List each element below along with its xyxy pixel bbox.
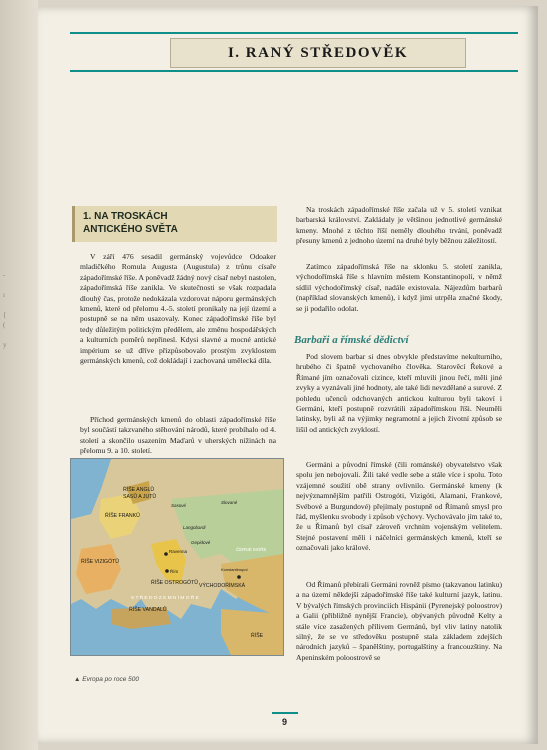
section2-para1: Pod slovem barbar si dnes obvykle představíme nekulturního, hrubého či špatně vychovaného člověka. Starověcí Řekové a Římané jím označovali cizince, kteří mluvili jinou řečí, měli jiné zvyky a vyznávali jiné hodnoty, ale také lidi nevzdělané a surové. Z pohledu učenců odchovaných antickou kulturou byli takoví i Germáni, kteří postupně rozvrátili západořímskou říši. Neuměli latinsky, byli až na výjimky negramotní a jejich životní způsob se lišil od antických zvyklostí.: [296, 352, 502, 434]
section1-heading-line1: 1. NA TROSKÁCH: [83, 211, 168, 222]
page-number-rule: [272, 712, 298, 714]
section2-body-1: [296, 352, 502, 435]
map-label-cerne-more: ČERNÉ MOŘE: [236, 547, 267, 552]
map-label-stredozemni: S T Ř E D O Z E M N Í M O Ř E: [131, 596, 199, 601]
map-label-ravenna: Ravenna: [169, 549, 188, 554]
col2-para2: Zatímco západořímská říše na sklonku 5. století zanikla, východořímská říše s hlavním městem Konstantinopolí, v němž sídlil východořímský císař, nadále existovala. Nájezdům barbarů (například slovanských kmenů), i když jimi utrpěla značné škody, se ji podařilo odolat.: [296, 262, 502, 313]
page-number: 9: [282, 717, 288, 727]
section2-body-3: [296, 580, 502, 663]
section2-body-2: [296, 460, 502, 554]
map-label-konst: Konstantinopol: [221, 567, 248, 572]
map-caption: [74, 676, 139, 683]
chapter-title-bar: [70, 32, 518, 72]
map-label-anglo: ŘÍŠE ANGLŮ: [123, 487, 155, 493]
map-city-rome: [165, 569, 169, 573]
section1-heading: [72, 206, 277, 242]
map-label-vychodorimska: VÝCHODOŘÍMSKÁ: [199, 583, 246, 589]
map-label-slovane: Slované: [221, 500, 238, 505]
map-label-vizigotu: ŘÍŠE VIZIGÓTŮ: [81, 559, 120, 565]
map-label-rim: Řím: [170, 569, 179, 574]
section1-body: [80, 252, 276, 366]
section1-heading-line2: ANTICKÉHO SVĚTA: [83, 224, 178, 235]
chapter-title: I. RANÝ STŘEDOVĚK: [170, 38, 466, 68]
section2-para2: Germáni a původní římské (čili románské) obyvatelstvo však spolu jen nebojovali. Žili také vedle sebe a stále více i spolu. Toto vzájemné soužití obě strany ovlivnilo. Germánské kmeny (k nejvýznamnějším patřili Ostrogóti, Vizigóti, Alamani, Frankové, Svébové a Burgundové) přejímaly postupně od Římanů smysl pro řád, myšlenku svobody i způsob výchovy. Vychovávalo jím také to, že u Římanů byl císař zároveň vrchním vojenským velitelem. Stejné postavení měli i náčelníci germánských kmenů, kteří se označovali jako králové.: [296, 460, 502, 553]
map-label-vandalu: ŘÍŠE VANDALŮ: [129, 607, 167, 613]
map-label-gepidove: Gepidové: [191, 540, 211, 545]
caption-arrow-icon: ▲: [74, 676, 81, 683]
map-label-rise: ŘÍŠE: [251, 633, 264, 639]
map-city-constantinople: [237, 575, 241, 579]
margin-marks: - ı { ( y: [3, 271, 7, 349]
section2-para3: Od Římanů přebírali Germáni rovněž písmo (takzvanou latinku) a na území někdejší západořímské říše také kulturní jazyk, latinu. V bývalých římských provinciích Hispánii (Pyrenejský poloostrov) a Galii (přibližně nynější Francie), obývaných původně Kelty a stále více zasažených přílivem Germánů, byl vliv latiny natolik silný, že se ve středověku postupně stala základem zdejších národních jazyků – španělštiny, portugalštiny a francouzštiny. Na Apeninském poloostrově se: [296, 580, 502, 662]
section1-body-2: [80, 415, 276, 457]
map-city-ravenna: [164, 552, 168, 556]
section1-para1: V září 476 sesadil germánský vojevůdce Odoaker mladičkého Romula Augusta (Augustula) z trůnu císaře západořímské říše. A poněvadž žádný nový císař nebyl nastolen, západořímská říše zanikla. Ve skutečnosti se však rozpadala dlouhý čas, protože nedokázala vzdorovat náporu germánských kmenů, které od přelomu 4.-5. století pronikaly na její území a postupně se na něm usazovaly. Konec západořímské říše byl tedy důležitým politickým předělem, ale změnu hospodářských a kulturních poměrů nepřinesl. Kdysi slavné a mocné antické impérium se už dříve přizpůsobovalo prostým zvyklostem germánských kmenů, což dokládají i zachovaná umělecká díla.: [80, 252, 276, 366]
map-eastern-empire-south: [221, 609, 283, 655]
map-label-langobardi: Langobardi: [183, 525, 206, 530]
map-label-saxove: Sasové: [171, 503, 187, 508]
col2-para1: Na troskách západořímské říše začala už v 5. století vznikat barbarská království. Zakládaly je většinou jednotlivé germánské kmeny. Mnohé z těchto říší neměly dlouhého trvání, poněvadž přesuny kmenů z jednoho území na druhé byly běžnou záležitostí.: [296, 205, 502, 246]
map-label-ostrogotu: ŘÍŠE OSTROGÓTŮ: [151, 580, 198, 586]
map-caption-text: Evropa po roce 500: [82, 676, 139, 683]
map-label-franku: ŘÍŠE FRANKŮ: [105, 513, 140, 519]
map-label-sasu: SASŮ A JUTŮ: [123, 494, 157, 500]
book-spine-strip: [0, 0, 38, 750]
col2-body-2: [296, 262, 502, 314]
section2-heading: Barbaři a římské dědictví: [294, 334, 409, 346]
section1-para2: Příchod germánských kmenů do oblasti západořímské říše byl součástí takzvaného stěhování národů, které probíhalo od 4. století a skončilo usazením Maďarů v uherských nížinách na přelomu 9. a 10. století.: [80, 415, 276, 456]
col2-body: [296, 205, 502, 247]
europe-map: [70, 458, 284, 656]
